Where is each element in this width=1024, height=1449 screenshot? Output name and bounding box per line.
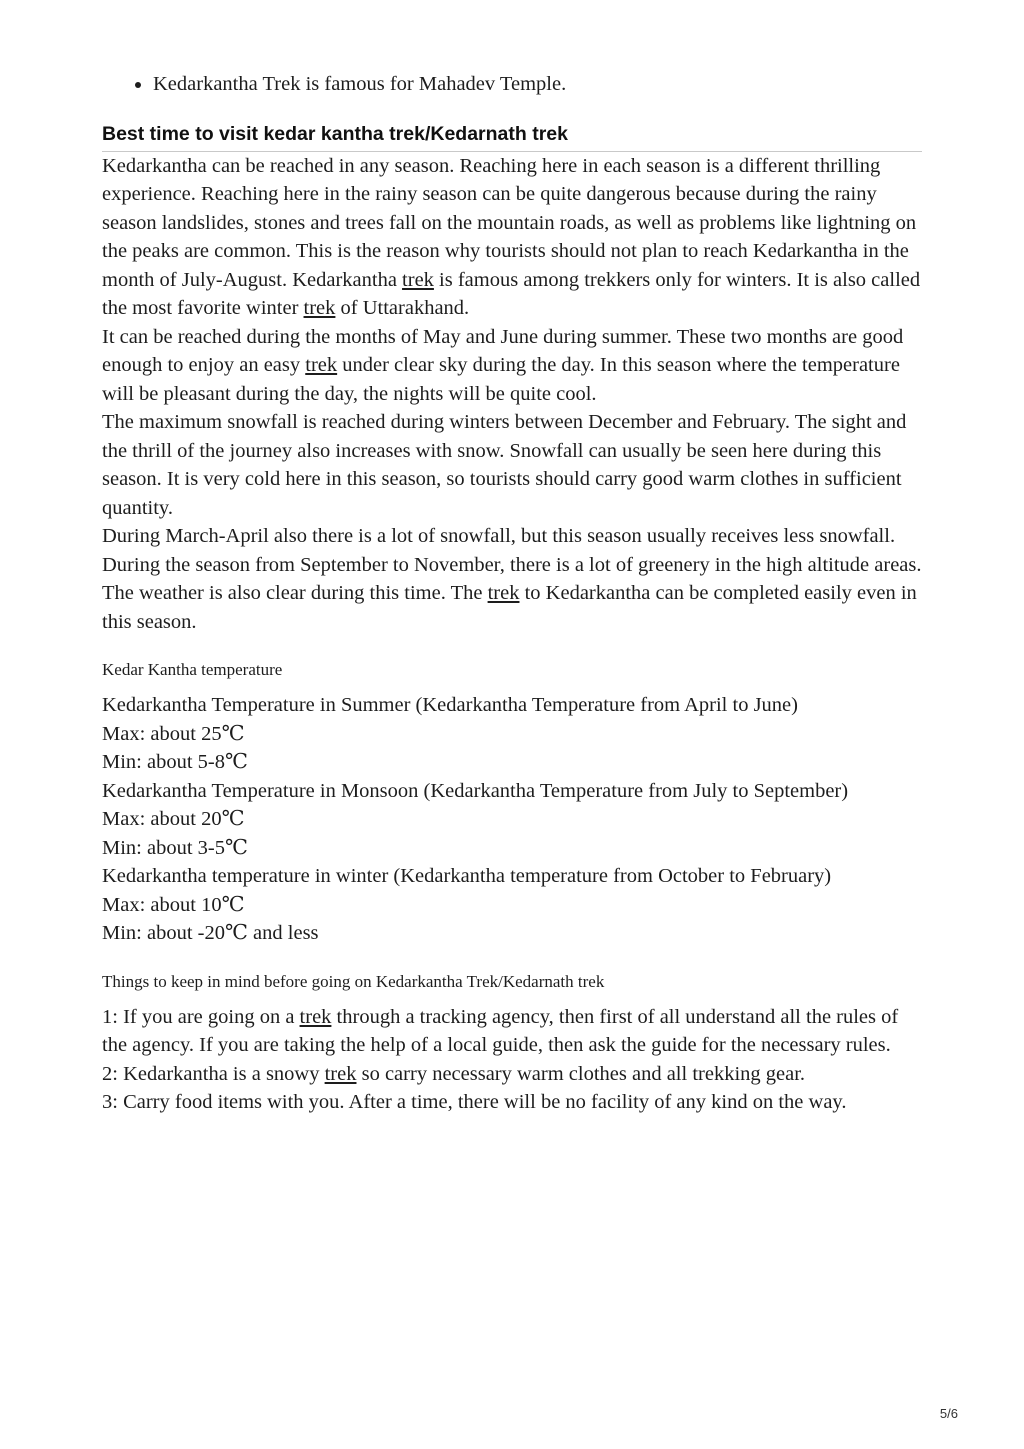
temperature-line: Min: about 3-5℃ (102, 836, 248, 859)
text-run: to Kedarkantha can be completed easily even in this season. (102, 582, 917, 633)
temperature-heading: Kedar Kantha temperature (102, 660, 283, 679)
trek-link[interactable]: trek (303, 297, 336, 319)
text-run: During the season from September to November, there is a lot of greenery in the high altitude areas. The weather is also clear during this time. The (102, 553, 922, 604)
bullet-list (102, 70, 922, 99)
article-page (102, 70, 922, 1117)
best-time-paragraph-5 (102, 551, 922, 637)
text-run: through a tracking agency, then first of all understand all the rules of the agency. If you are taking the help of a local guide, then ask the guide for the necessary rules. (102, 1005, 899, 1056)
page-number: 5/6 (939, 1406, 958, 1421)
best-time-paragraph-4: During March-April also there is a lot of snowfall, but this season usually receives less snowfall. (102, 525, 896, 547)
text-run: Kedarkantha can be reached in any season. Reaching here in each season is a different thrilling experience. Reaching here in the rainy season can be quite dangerous because during the rainy season landslides, stones and trees fall on the mountain roads, as well as problems like lightning on the peaks are common. This is the reason why tourists should not plan to reach Kedarkantha in the month of July-August. Kedarkantha (102, 154, 917, 291)
temperature-line: Min: about 5-8℃ (102, 751, 248, 773)
temperature-line: Kedarkantha Temperature in Monsoon (Kedarkantha Temperature from July to September) (102, 779, 849, 802)
temperature-line: Kedarkantha Temperature in Summer (Kedarkantha Temperature from April to June) (102, 694, 798, 716)
trek-link[interactable]: trek (402, 268, 434, 291)
text-run: 2: Kedarkantha is a snowy (102, 1062, 325, 1085)
best-time-paragraph-3: The maximum snowfall is reached during winters between December and February. The sight and the thrill of the journey also increases with snow. Snowfall can usually be seen here during this season. It is very cold here in this season, so tourists should carry good warm clothes in sufficient quantity. (102, 411, 907, 519)
trek-link[interactable]: trek (305, 354, 338, 376)
text-run: It can be reached during the months of May and June during summer. These two months are good enough to enjoy an easy (102, 325, 904, 376)
temperature-line: Max: about 25℃ (102, 722, 245, 745)
trek-link[interactable]: trek (487, 582, 520, 604)
text-run: 1: If you are going on a (102, 1005, 300, 1028)
best-time-heading: Best time to visit kedar kantha trek/Kedarnath trek (102, 122, 922, 152)
temperature-line: Min: about -20℃ and less (102, 922, 319, 944)
text-run: so carry necessary warm clothes and all trekking gear. (356, 1062, 806, 1085)
temperature-line: Max: about 20℃ (102, 808, 245, 830)
best-time-paragraph-1 (102, 152, 922, 323)
bullet-item: • Kedarkantha Trek is famous for Mahadev Temple. (153, 70, 922, 99)
text-run: of Uttarakhand. (335, 297, 470, 319)
temperature-line: Kedarkantha temperature in winter (Kedarkantha temperature from October to February) (102, 865, 832, 887)
trek-link[interactable]: trek (324, 1062, 357, 1085)
temperature-list (102, 691, 922, 948)
things-heading: Things to keep in mind before going on Kedarkantha Trek/Kedarnath trek (102, 971, 605, 991)
temperature-line: Max: about 10℃ (102, 893, 245, 916)
text-run: is famous among trekkers only for winters. It is also called the most favorite winter (102, 268, 921, 319)
things-item-1 (102, 1003, 922, 1060)
best-time-paragraph-2 (102, 323, 922, 409)
trek-link[interactable]: trek (299, 1005, 332, 1028)
things-item-3: 3: Carry food items with you. After a time, there will be no facility of any kind on the way. (102, 1091, 847, 1113)
things-item-2 (102, 1060, 922, 1089)
text-run: under clear sky during the day. In this season where the temperature will be pleasant during the day, the nights will be quite cool. (102, 354, 900, 405)
